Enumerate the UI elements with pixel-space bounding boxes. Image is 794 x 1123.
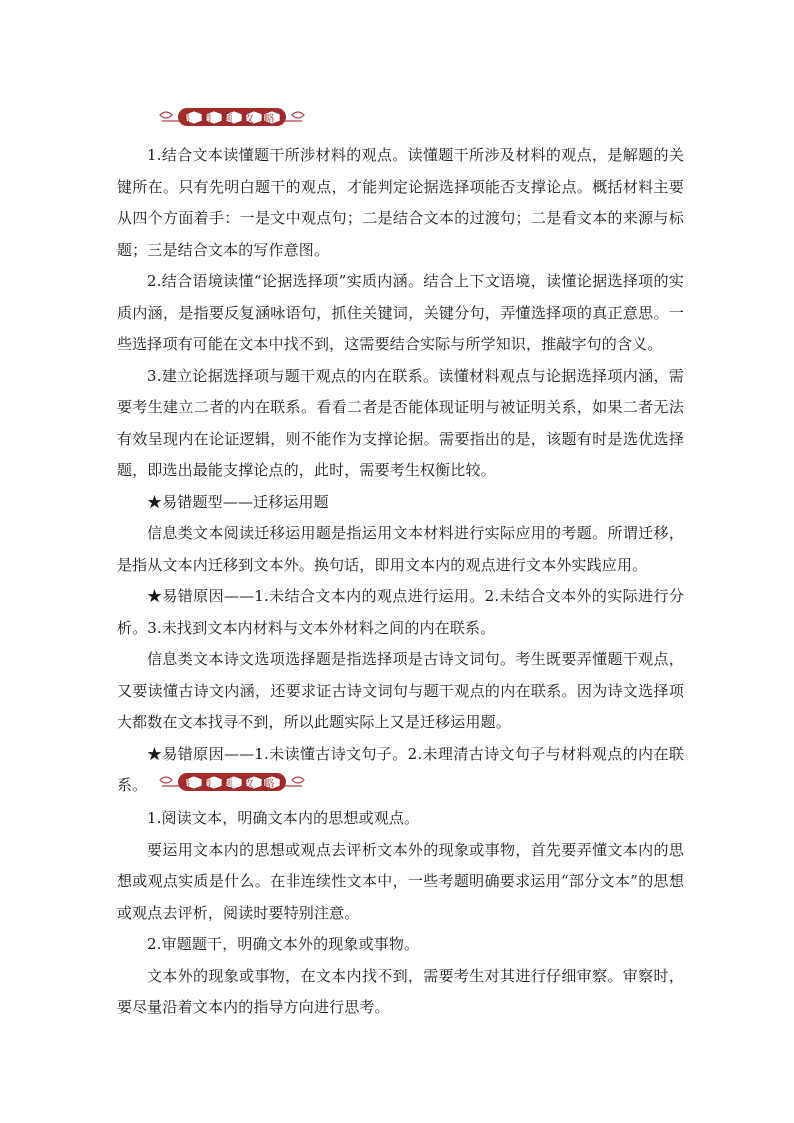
banner-ornament [158,770,306,796]
banner-label: 易错题攻略 [180,114,286,125]
paragraph: 信息类文本诗文选项选择题是指选择项是古诗文词句。考生既要弄懂题干观点，又要读懂古诗文内涵，还要求证古诗文词句与题干观点的内在联系。因为诗文选择项大都数在文本找寻不到，所以此题实际上又是迁移运用题。 [117,650,684,731]
paragraph: 1.结合文本读懂题干所涉材料的观点。读懂题干所涉及材料的观点，是解题的关键所在。只有先明白题干的观点，才能判定论据选择项能否支撑论点。概括材料主要从四个方面着手：一是文中观点句；二是结合文本的过渡句；二是看文本的来源与标题；三是结合文本的写作意图。 [117,146,684,259]
paragraph: ★易错题型——迁移运用题 [147,492,329,511]
paragraph: 要运用文本内的思想或观点去评析文本外的现象或事物，首先要弄懂文本内的思想或观点实质是什么。在非连续性文本中，一些考题明确要求运用“部分文本”的思想或观点去评析，阅读时要特别注意。 [117,840,684,922]
paragraph: 文本外的现象或事物，在文本内找不到，需要考生对其进行仔细审察。审察时，要尽量沿着文本内的指导方向进行思考。 [117,966,684,1016]
paragraph: ★易错原因——1.未读懂古诗文句子。2.未理清古诗文句子与材料观点的内在联系。 [117,744,684,794]
paragraph: 1.阅读文本，明确文本内的思想或观点。 [147,809,420,827]
section-banner-1 [158,105,306,131]
section-banner-2 [158,770,306,796]
banner-ornament [158,105,306,131]
banner-label: 易错题攻略 [180,779,286,790]
section-1-text [117,140,684,802]
paragraph: 2.审题题干，明确文本外的现象或事物。 [147,935,420,953]
paragraph: 3.建立论据选择项与题干观点的内在联系。读懂材料观点与论据选择项内涵，需要考生建立二者的内在联系。看看二者是否能体现证明与被证明关系，如果二者无法有效呈现内在论证逻辑，则不能作为支撑论据。需要指出的是，该题有时是选优选择题，即选出最能支撑论点的，此时，需要考生权衡比较。 [117,366,684,479]
section-2-text [117,803,684,1024]
paragraph: ★易错原因——1.未结合文本内的观点进行运用。2.未结合文本外的实际进行分析。3.未找到文本内材料与文本外材料之间的内在联系。 [117,587,684,637]
paragraph: 信息类文本阅读迁移运用题是指运用文本材料进行实际应用的考题。所谓迁移，是指从文本内迁移到文本外。换句话，即用文本内的观点进行文本外实践应用。 [117,524,684,574]
paragraph: 2.结合语境读懂“论据选择项”实质内涵。结合上下文语境，读懂论据选择项的实质内涵，是指要反复涵咏语句，抓住关键词，关键分句，弄懂选择项的真正意思。一些选择项有可能在文本中找不到，这需要结合实际与所学知识，推敲字句的含义。 [117,272,684,353]
